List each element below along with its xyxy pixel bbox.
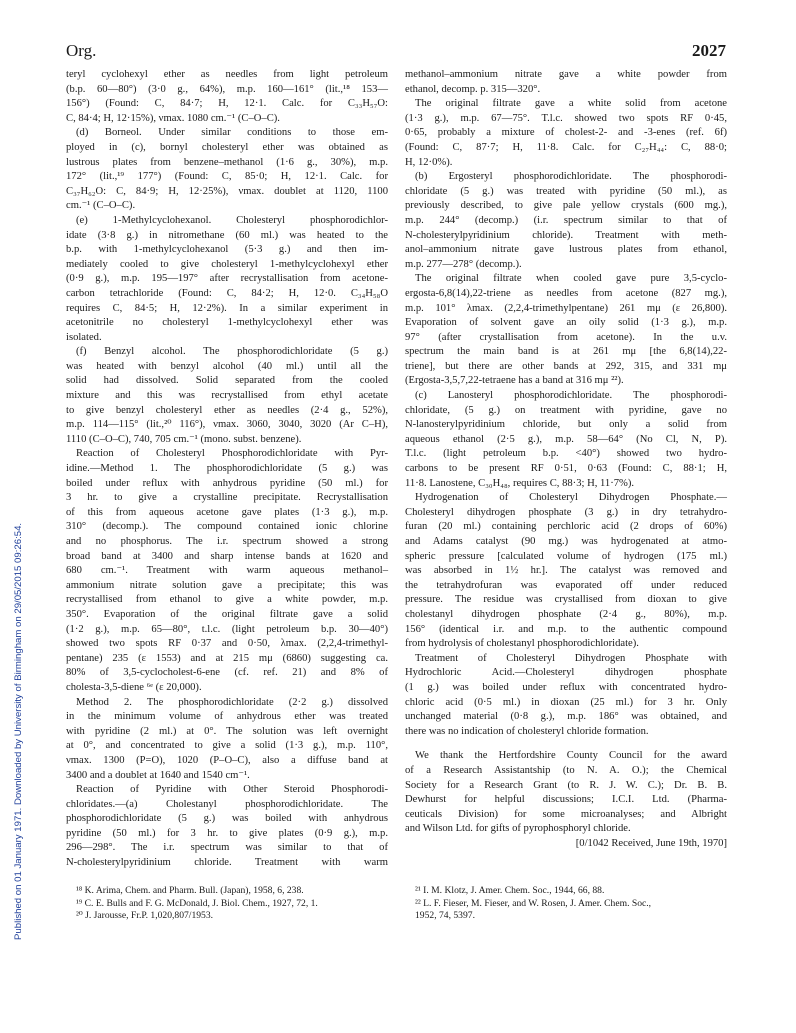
text-line: (b) Ergosteryl phosphorodichloridate. The phosphorodi- bbox=[415, 171, 727, 183]
text-line: m.p. 244° (decomp.) (i.r. spectrum similar to that of bbox=[405, 214, 727, 226]
text-line: and Wilson Ltd. for gifts of pyrophosphoryl chloride. bbox=[405, 823, 631, 835]
text-line: chloric acid (0·5 ml.) in dioxan (25 ml.) for 3 hr. Only bbox=[405, 696, 727, 708]
text-line: Hydrogenation of Cholesteryl Dihydrogen Phosphate.— bbox=[415, 492, 727, 504]
text-line: νmax. 1300 (P=O), 1020 (P–O–C), also a diffuse band at bbox=[66, 754, 388, 766]
text-line: N-lanosterylpyridinium chloride, but only a solid from bbox=[405, 419, 727, 431]
text-line: (1·2 g.), m.p. 65—80°, t.l.c. (light petroleum b.p. 30—40°) bbox=[66, 623, 388, 635]
text-line: 80% of 3,5-cyclocholest-6-ene (cf. ref. 21) and 8% of bbox=[66, 667, 388, 679]
text-line: chloridates.—(a) Cholestanyl phosphorodichloridate. The bbox=[66, 798, 388, 810]
text-line: pyridine (50 ml.) for 3 hr. to give plates (0·9 g.), m.p. bbox=[66, 827, 388, 839]
text-line: carbon tetrachloride (Found: C, 84·2; H, 12·0. C₃₄H₅₈O bbox=[66, 287, 388, 299]
text-line: (1·3 g.), m.p. 67—75°. T.l.c. showed two spots RF 0·45, bbox=[405, 112, 727, 124]
text-line: Cholesteryl dihydrogen phosphate (3 g.) in dry tetrahydro- bbox=[405, 506, 727, 518]
text-line: solid had dissolved. Solid separated from the cooled bbox=[66, 375, 388, 387]
text-line: (e) 1-Methylcyclohexanol. Cholesteryl phosphorodichlor- bbox=[76, 214, 388, 226]
text-line: of a Research Assistantship (to N. A. O.); the Chemical bbox=[405, 764, 727, 776]
text-line: (d) Borneol. Under similar conditions to those em- bbox=[76, 127, 388, 139]
text-line: was heated with benzyl alcohol (40 ml.) until all the bbox=[66, 360, 388, 372]
text-line: C₃₇H₆₂O: C, 84·9; H, 12·25%), νmax. doublet at 1120, 1100 bbox=[66, 185, 388, 197]
text-line: 156°) (Found: C, 84·7; H, 12·1. Calc. for C₃₃H₅₇O: bbox=[66, 98, 388, 110]
text-line: teryl cyclohexyl ether as needles from light petroleum bbox=[66, 69, 388, 80]
text-line: Reaction of Cholesteryl Phosphorodichloridate with Pyr- bbox=[76, 448, 388, 460]
footnote: ²¹ I. M. Klotz, J. Amer. Chem. Soc., 1944, 66, 88. bbox=[415, 885, 605, 896]
text-line: previously described, to give pale yellow crystals (600 mg.), bbox=[405, 200, 727, 212]
text-line: 97° (after crystallisation from acetone). In the u.v. bbox=[405, 331, 727, 343]
text-line: carbons to be present RF 0·51, 0·63 (Found: C, 88·1; H, bbox=[405, 463, 727, 475]
text-line: ergosta-6,8(14),22-triene as needles from acetone (827 mg.), bbox=[405, 287, 727, 299]
text-line: m.p. 101° λmax. (2,2,4-trimethylpentane) 261 mμ (ε 26,800). bbox=[405, 302, 727, 314]
download-note[interactable]: Published on 01 January 1971. Downloaded by University of Birmingham on 29/05/2015 09:26:54. bbox=[13, 522, 24, 940]
text-line: cholestanyl dihydrogen phosphate (2·4 g., 80%), m.p. bbox=[405, 608, 727, 620]
text-line: idate (3·8 g.) in nitromethane (60 ml.) was heated to the bbox=[66, 229, 388, 241]
text-line: methanol–ammonium nitrate gave a white powder from bbox=[405, 69, 727, 80]
text-line: (Ergosta-3,5,7,22-tetraene has a band at 316 mμ ²²). bbox=[405, 375, 624, 387]
text-line: The original filtrate when cooled gave pure 3,5-cyclo- bbox=[415, 273, 727, 285]
text-line: mixture and this was recrystallised from ethyl acetate bbox=[66, 390, 388, 402]
footnote: ²⁰ J. Jarousse, Fr.P. 1,020,807/1953. bbox=[76, 910, 214, 922]
text-line: Reaction of Pyridine with Other Steroid Phosphorodi- bbox=[76, 784, 388, 796]
text-line: triene], but there are other bands at 292, 315, and 331 mμ bbox=[405, 360, 727, 372]
footnotes bbox=[66, 885, 388, 923]
footnote: 1952, 74, 5397. bbox=[415, 910, 475, 922]
journal-name: Org. bbox=[66, 41, 97, 60]
page-number: 2027 bbox=[692, 41, 726, 60]
left-column bbox=[66, 68, 388, 922]
text-line: 296—298°. The i.r. spectrum was similar to that of bbox=[66, 842, 388, 854]
text-line: phosphorodichloridate (5 g.) was boiled with anhydrous bbox=[66, 813, 388, 825]
text-line: furan (20 ml.) containing perchloric acid (2 drops of 60%) bbox=[405, 521, 727, 533]
text-line: boiled under reflux with anhydrous pyridine (50 ml.) for bbox=[66, 477, 388, 489]
text-line: T.l.c. (light petroleum b.p. <40°) showed two hydro- bbox=[405, 448, 727, 460]
text-line: acetonitrile no cholesteryl 1-methylcyclohexyl ether was bbox=[66, 317, 388, 329]
text-line: N-cholesterylpyridinium chloride. Treatment with warm bbox=[66, 857, 388, 869]
text-line: Method 2. The phosphorodichloridate (2·2 g.) dissolved bbox=[76, 696, 388, 708]
page-header bbox=[66, 41, 726, 65]
footnote: ²² L. F. Fieser, M. Fieser, and W. Rosen, J. Amer. Chem. Soc., bbox=[415, 897, 652, 909]
footnote: ¹⁹ C. E. Bulls and F. G. McDonald, J. Biol. Chem., 1927, 72, 1. bbox=[76, 897, 318, 909]
text-line: to give benzyl cholesteryl ether as needles (2·4 g., 52%), bbox=[66, 404, 388, 416]
text-line: broad band at 3400 and sharp intense bands at 1620 and bbox=[66, 550, 388, 562]
text-line: 0·65, probably a mixture of cholest-2- and -3-enes (ref. 6f) bbox=[405, 127, 727, 139]
text-line: requires C, 84·5; H, 12·2%). In a similar experiment in bbox=[66, 302, 388, 314]
text-line: chloridate (5 g.) was treated with pyridine (50 ml.), as bbox=[405, 185, 727, 197]
text-line: (Found: C, 87·7; H, 11·8. Calc. for C₂₇H₄₄: C, 88·0; bbox=[405, 141, 727, 153]
text-line: the tetrahydrofuran was evaporated off under reduced bbox=[405, 579, 727, 591]
text-line: aqueous ethanol (2·5 g.), m.p. 58—64° (No Cl, N, P). bbox=[405, 433, 727, 445]
text-line: 1110 (C–O–C), 740, 705 cm.⁻¹ (mono. subst. benzene). bbox=[66, 433, 302, 445]
text-line: mediately cooled to give cholesteryl 1-methylcyclohexyl ether bbox=[66, 258, 388, 270]
text-line: m.p. 277—278° (decomp.). bbox=[405, 258, 522, 270]
text-line: 156° (identical i.r. and m.p. to the authentic compound bbox=[405, 623, 727, 635]
text-line: ammonium nitrate solution gave a precipitate; this was bbox=[66, 579, 388, 591]
right-column bbox=[405, 68, 727, 922]
text-line: anol–ammonium nitrate gave lustrous plates from ethanol, bbox=[405, 244, 727, 256]
text-line: 172° (lit.,¹⁹ 177°) (Found: C, 85·0; H, 12·1. Calc. for bbox=[66, 171, 388, 183]
text-line: 350°. Evaporation of the original filtrate gave a solid bbox=[66, 608, 388, 620]
text-line bbox=[405, 739, 727, 749]
text-line: Hydrochloric Acid.—Cholesteryl dihydrogen phosphate bbox=[405, 667, 727, 679]
text-line: was absorbed in 1½ hr.]. The catalyst was removed and bbox=[405, 565, 727, 577]
text-line: (0·9 g.), m.p. 195—197° after recrystallisation from acetone- bbox=[66, 273, 388, 285]
text-line: 3 hr. to give a crystalline precipitate. Recrystallisation bbox=[66, 492, 388, 504]
text-line: idine.—Method 1. The phosphorodichloridate (5 g.) was bbox=[66, 463, 388, 475]
text-line: Treatment of Cholesteryl Dihydrogen Phosphate with bbox=[415, 652, 727, 664]
text-line: isolated. bbox=[66, 331, 102, 343]
text-line: pentane) 235 (ε 1553) and at 215 mμ (6860) suggesting ca. bbox=[66, 652, 388, 664]
text-line: pressure. The residue was crystallised from dioxan to give bbox=[405, 594, 727, 606]
text-line: (f) Benzyl alcohol. The phosphorodichloridate (5 g.) bbox=[76, 346, 388, 358]
text-line: spheric pressure [calculated volume of hydrogen (175 ml.) bbox=[405, 550, 727, 562]
text-line: cm.⁻¹ (C–O–C). bbox=[66, 200, 136, 212]
text-line: cholesta-3,5-diene ⁶ᵉ (ε 20,000). bbox=[66, 681, 202, 693]
text-line: ceuticals Division) for some microanalyses; and Albright bbox=[405, 808, 727, 820]
text-line: N-cholesterylpyridinium chloride). Treatment with meth- bbox=[405, 229, 727, 241]
text-line: The original filtrate gave a white solid from acetone bbox=[415, 98, 727, 110]
text-line: 11·8. Lanostene, C₃₀H₄₈, requires C, 88·3; H, 11·7%). bbox=[405, 477, 635, 489]
text-line: there was no indication of cholesteryl chloride formation. bbox=[405, 725, 649, 737]
text-line: C, 84·4; H, 12·15%), νmax. 1080 cm.⁻¹ (C–O–C). bbox=[66, 112, 280, 124]
text-line: with pyridine (2 ml.) at 0°. The solution was left overnight bbox=[66, 725, 388, 737]
text-line: of this from aqueous acetone gave plates (1·3 g.), m.p. bbox=[66, 506, 388, 518]
text-line: (1 g.) was boiled under reflux with concentrated hydro- bbox=[405, 681, 727, 693]
text-line: m.p. 114—115° (lit.,²⁰ 116°), νmax. 3060, 3040, 3020 (Ar C–H), bbox=[66, 419, 388, 431]
text-line: unchanged material (0·8 g.), m.p. 186° was obtained, and bbox=[405, 711, 727, 723]
text-line: We thank the Hertfordshire County Council for the award bbox=[415, 750, 727, 762]
text-line: [0/1042 Received, June 19th, 1970] bbox=[575, 837, 727, 849]
text-line: in the minimum volume of anhydrous ether was treated bbox=[66, 711, 388, 723]
text-line: showed two spots RF 0·37 and 0·50, λmax. (2,2,4-trimethyl- bbox=[66, 638, 388, 650]
text-line: recrystallised from ethanol to give a white powder, m.p. bbox=[66, 594, 388, 606]
text-line: 3400 and a doublet at 1640 and 1540 cm⁻¹. bbox=[66, 769, 250, 781]
text-line: H, 12·0%). bbox=[405, 156, 453, 168]
text-line: from hydrolysis of cholestanyl phosphorodichloridate). bbox=[405, 638, 639, 650]
footnote: ¹⁸ K. Arima, Chem. and Pharm. Bull. (Japan), 1958, 6, 238. bbox=[76, 885, 304, 896]
text-line: b.p. with 1-methylcyclohexanol (5·3 g.) and then im- bbox=[66, 244, 388, 256]
text-line: (b.p. 60—80°) (3·0 g., 64%), m.p. 160—161° (lit.,¹⁸ 153— bbox=[66, 83, 388, 95]
text-line: (c) Lanosteryl phosphorodichloridate. The phosphorodi- bbox=[415, 390, 727, 402]
text-line: spectrum the main band is at 261 mμ [the 6,8(14),22- bbox=[405, 346, 727, 358]
text-line: at 0°, and concentrated to give a solid (1·3 g.), m.p. 110°, bbox=[66, 740, 388, 752]
text-line: and Adams catalyst (90 mg.) was hydrogenated at atmo- bbox=[405, 536, 727, 547]
text-line: 680 cm.⁻¹. Treatment with warm aqueous methanol– bbox=[66, 565, 388, 577]
text-line: lustrous plates from benzene–methanol (1·6 g., 30%), m.p. bbox=[66, 156, 388, 168]
text-line: 310° (decomp.). The compound contained ionic chlorine bbox=[66, 521, 388, 533]
text-line: ployed in (c), bornyl cholesteryl ether was obtained as bbox=[66, 141, 388, 153]
text-line: ethanol, decomp. p. 315—320°. bbox=[405, 83, 541, 95]
text-line: Evaporation of solvent gave an oily solid (1·3 g.), m.p. bbox=[405, 317, 727, 329]
text-line: Dewhurst for helpful discussions; I.C.I. Ltd. (Pharma- bbox=[405, 794, 727, 806]
text-line: chloridate, (5 g.) on treatment with pyridine, gave no bbox=[405, 404, 727, 416]
footnotes bbox=[405, 885, 727, 923]
text-line: and no phosphorus. The i.r. spectrum showed a strong bbox=[66, 536, 388, 547]
text-line: Society for a Research Grant (to R. J. W. C.); Dr. B. B. bbox=[405, 779, 727, 791]
